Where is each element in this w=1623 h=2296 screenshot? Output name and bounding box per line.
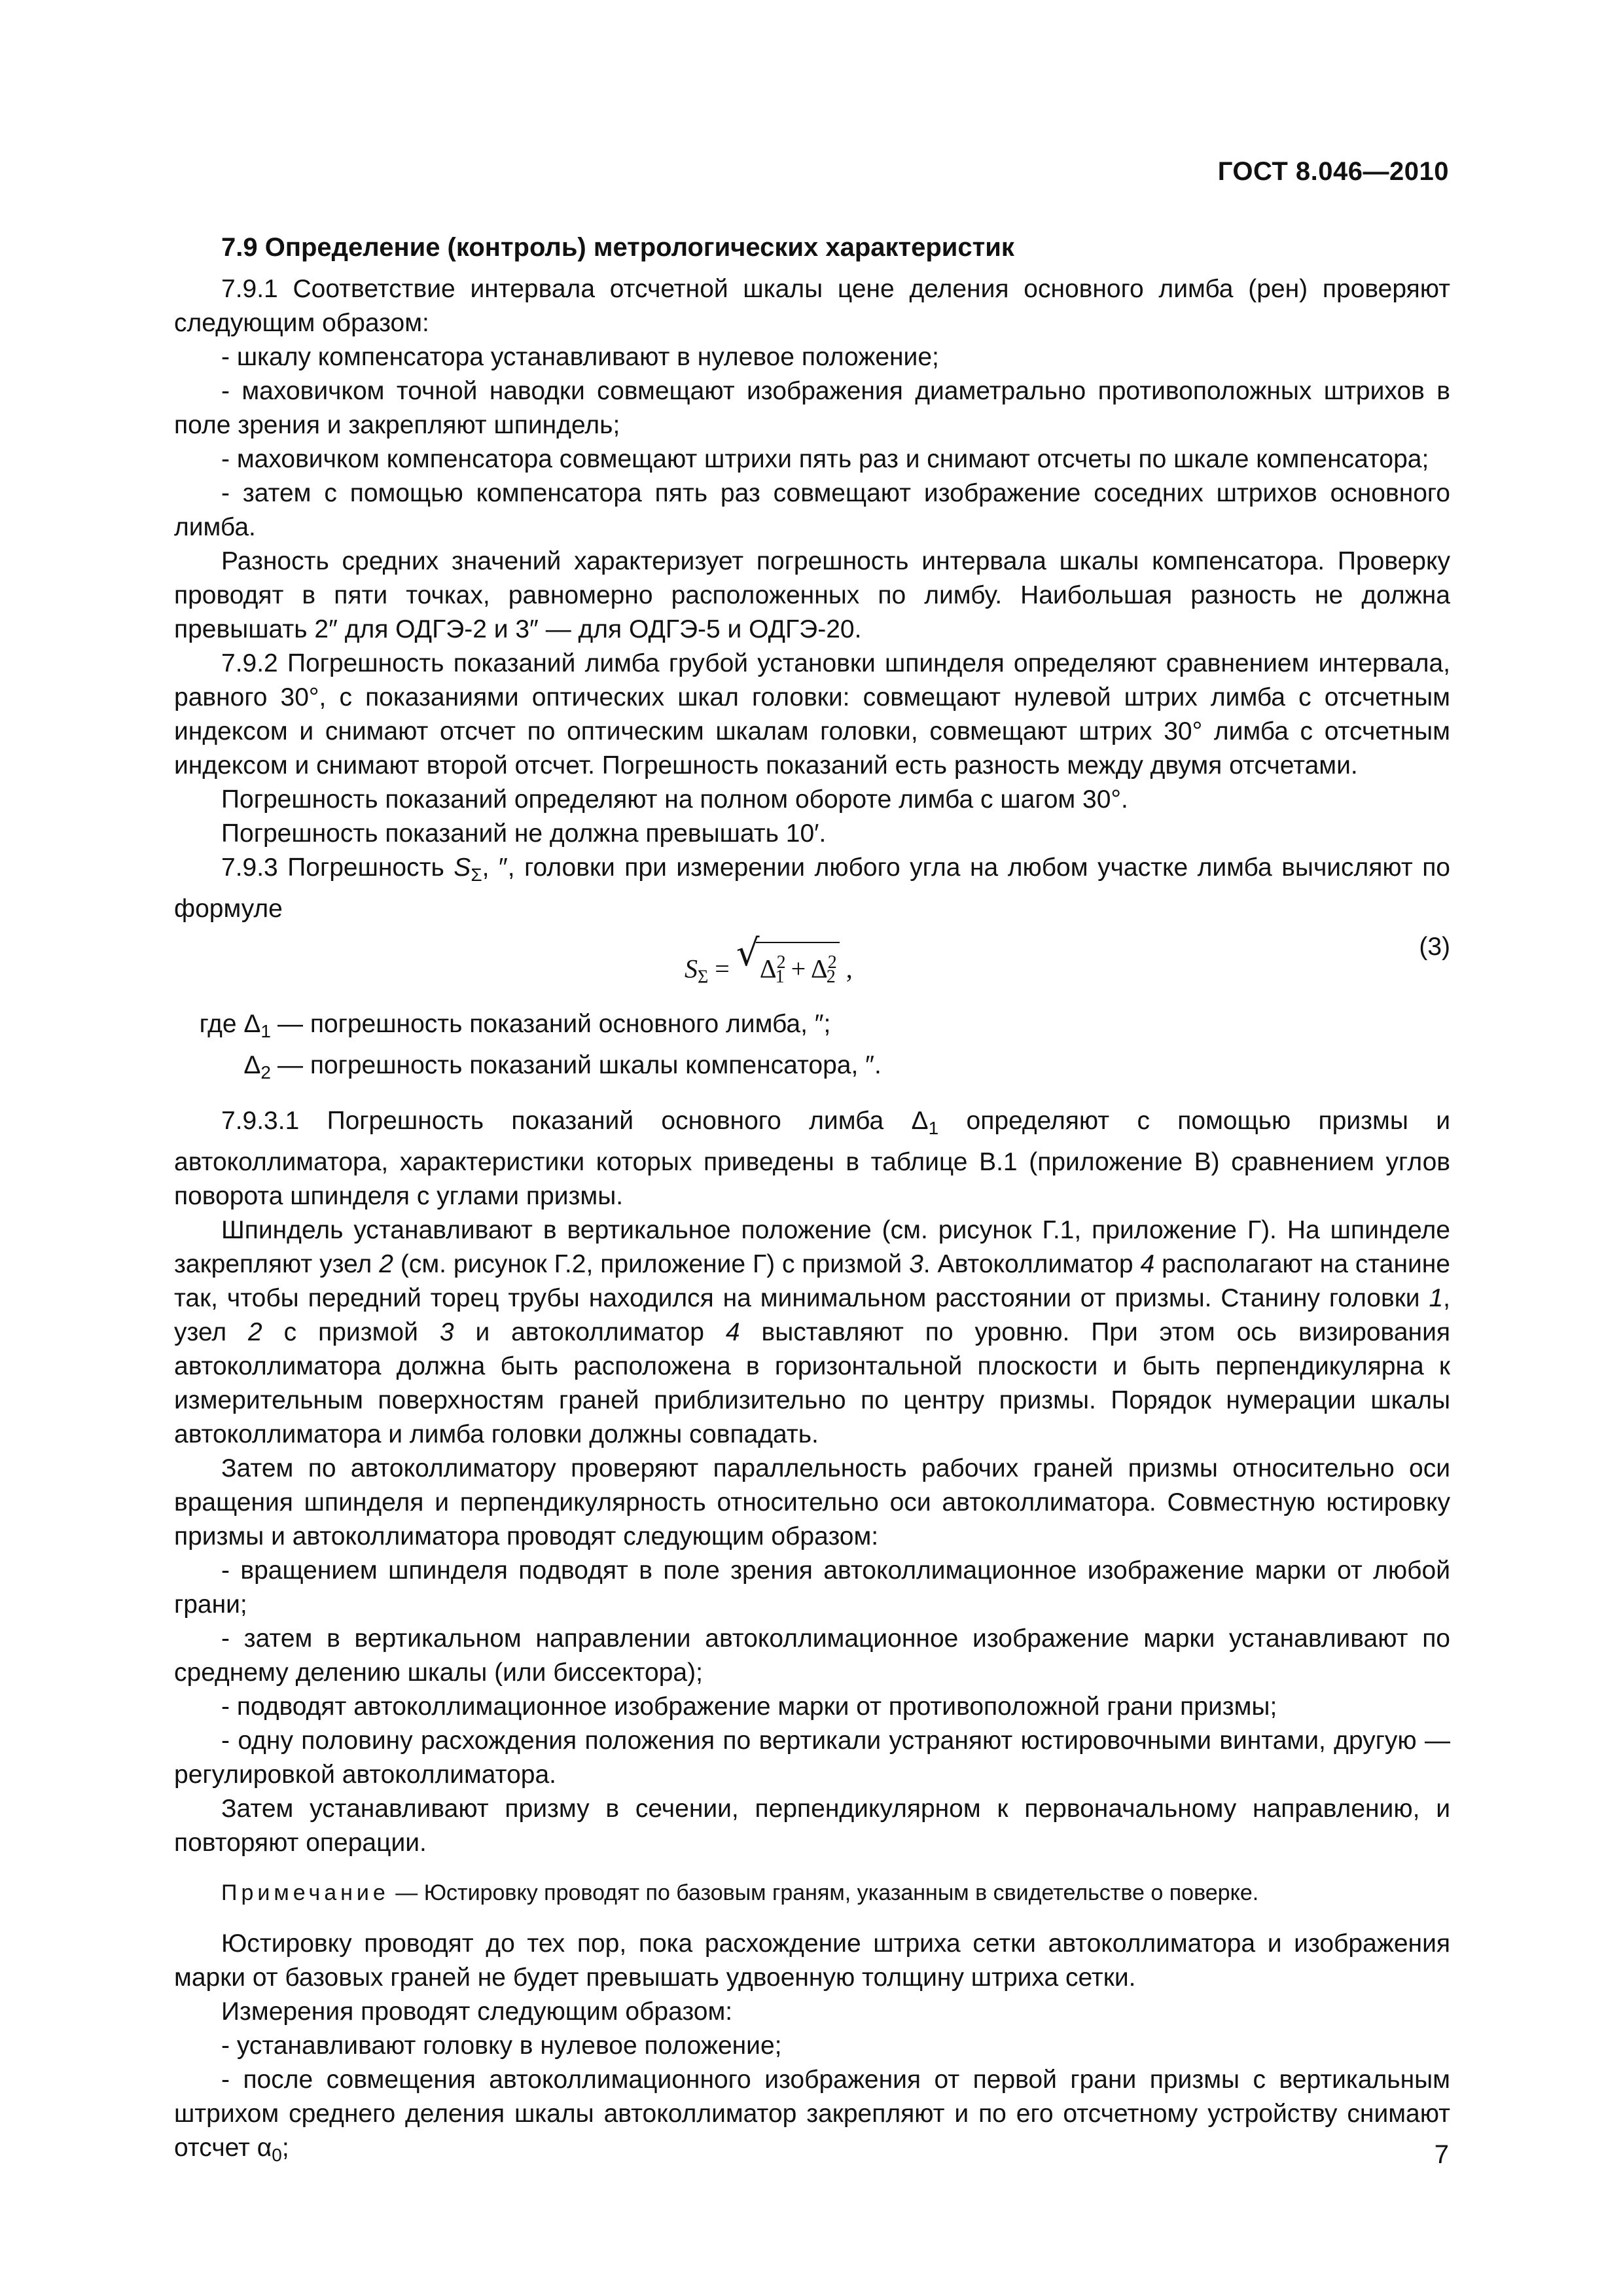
list-item: - маховичком точной наводки совмещают изображения диаметрально противоположных штрихов в поле зрения и закрепляют шпиндель; <box>174 377 1450 439</box>
list-item: - после совмещения автоколлимационного изображения от первой грани призмы с вертикальным штрихом среднего деления шкалы автоколлиматор закрепляют и по его отсчетному устройству снимают отсчет $\alpha_0$; <box>174 2066 1450 2165</box>
list-item: - устанавливают головку в нулевое положение; <box>221 2032 782 2060</box>
note-label: Примечание <box>221 1880 389 1905</box>
s-sigma-symbol: S <box>454 853 471 882</box>
paragraph-7-9-1: 7.9.1 Соответствие интервала отсчетной шкалы цене деления основного лимба (рен) проверяют следующим образом: <box>174 275 1450 337</box>
formula-3: $S_\Sigma$ = √ $\Delta^2_1 + \Delta^2_2$ , <box>685 942 853 994</box>
paragraph: Измерения проводят следующим образом: <box>221 1998 733 2026</box>
sqrt-icon: √ <box>736 932 760 975</box>
page-number: 7 <box>1434 2140 1449 2169</box>
paragraph: Разность средних значений характеризует погрешность интервала шкалы компенсатора. Проверку проводят в пяти точках, равномерно расположенных по лимбу. Наибольшая разность не должна превышать 2″ для ОДГЭ-2 и 3″ — для ОДГЭ-5 и ОДГЭ-20. <box>174 547 1450 643</box>
note: Примечание — Юстировку проводят по базовым граням, указанным в свидетельстве о поверке. <box>221 1880 1259 1905</box>
document-body <box>174 230 1450 2172</box>
list-item: - вращением шпинделя подводят в поле зрения автоколлимационное изображение марки от любой грани; <box>174 1556 1450 1619</box>
document-standard-id: ГОСТ 8.046—2010 <box>1217 157 1449 186</box>
paragraph: Затем устанавливают призму в сечении, перпендикулярном к первоначальному направлению, и повторяют операции. <box>174 1795 1450 1857</box>
paragraph: Юстировку проводят до тех пор, пока расхождение штриха сетки автоколлиматора и изображения марки от базовых граней не будет превышать удвоенную толщину штриха сетки. <box>174 1929 1450 1992</box>
list-item: - затем с помощью компенсатора пять раз совмещают изображение соседних штрихов основного лимба. <box>174 479 1450 541</box>
paragraph-7-9-2: 7.9.2 Погрешность показаний лимба грубой установки шпинделя определяют сравнением интервала, равного 30°, с показаниями оптических шкал головки: совмещают нулевой штрих лимба с отсчетным индексом и снимают отсчет по оптическим шкалам головки, совмещают штрих 30° лимба с отсчетным индексом и снимают второй отсчет. Погрешность показаний есть разность между двумя отсчетами. <box>174 649 1450 780</box>
paragraph: Погрешность показаний не должна превышать 10′. <box>221 819 827 848</box>
formula-row <box>174 930 1450 998</box>
list-item: - маховичком компенсатора совмещают штрихи пять раз и снимают отсчеты по шкале компенсатора; <box>221 445 1429 473</box>
list-item: - одну половину расхождения положения по вертикали устраняют юстировочными винтами, другую — регулировкой автоколлиматора. <box>174 1727 1450 1789</box>
where-block <box>174 1007 1450 1090</box>
paragraph: Затем по автоколлиматору проверяют параллельность рабочих граней призмы относительно оси вращения шпинделя и перпендикулярность относительно оси автоколлиматора. Совместную юстировку призмы и автоколлиматора проводят следующим образом: <box>174 1454 1450 1551</box>
list-item: - шкалу компенсатора устанавливают в нулевое положение; <box>221 343 939 371</box>
paragraph-spindle-setup: Шпиндель устанавливают в вертикальное положение (см. рисунок Г.1, приложение Г). На шпинделе закрепляют узел 2 (см. рисунок Г.2, приложение Г) с призмой 3. Автоколлиматор 4 располагают на станине так, чтобы передний торец трубы находился на минимальном расстоянии от призмы. Станину головки 1, узел 2 с призмой 3 и автоколлиматор 4 выставляют по уровню. При этом ось визирования автоколлиматора должна быть расположена в горизонтальной плоскости и быть перпендикулярна к измерительным поверхностям граней приблизительно по центру призмы. Порядок нумерации шкалы автоколлиматора и лимба головки должны совпадать. <box>174 1216 1450 1448</box>
square-root: √ $\Delta^2_1 + \Delta^2_2$ <box>736 942 840 994</box>
section-title: 7.9 Определение (контроль) метрологических характеристик <box>221 233 1014 262</box>
list-item: - подводят автоколлимационное изображение марки от противоположной грани призмы; <box>221 1693 1277 1721</box>
list-item: - затем в вертикальном направлении автоколлимационное изображение марки устанавливают по среднему делению шкалы (или биссектора); <box>174 1624 1450 1687</box>
paragraph: Погрешность показаний определяют на полном обороте лимба с шагом 30°. <box>221 785 1128 814</box>
where-row: где $\Delta_1$ — погрешность показаний основного лимба, ″; <box>199 1010 831 1041</box>
formula-number: (3) <box>1419 933 1450 961</box>
paragraph-7-9-3: 7.9.3 Погрешность $S_\Sigma$, ″, головки при измерении любого угла на любом участке лимба вычисляют по формуле <box>174 853 1451 923</box>
paragraph-7-9-3-1: 7.9.3.1 Погрешность показаний основного лимба $\Delta_1$ определяют с помощью призмы и автоколлиматора, характеристики которых приведены в таблице В.1 (приложение В) сравнением углов поворота шпинделя с углами призмы. <box>174 1107 1450 1210</box>
where-row: $\Delta_2$ — погрешность показаний шкалы компенсатора, ″. <box>243 1051 882 1083</box>
